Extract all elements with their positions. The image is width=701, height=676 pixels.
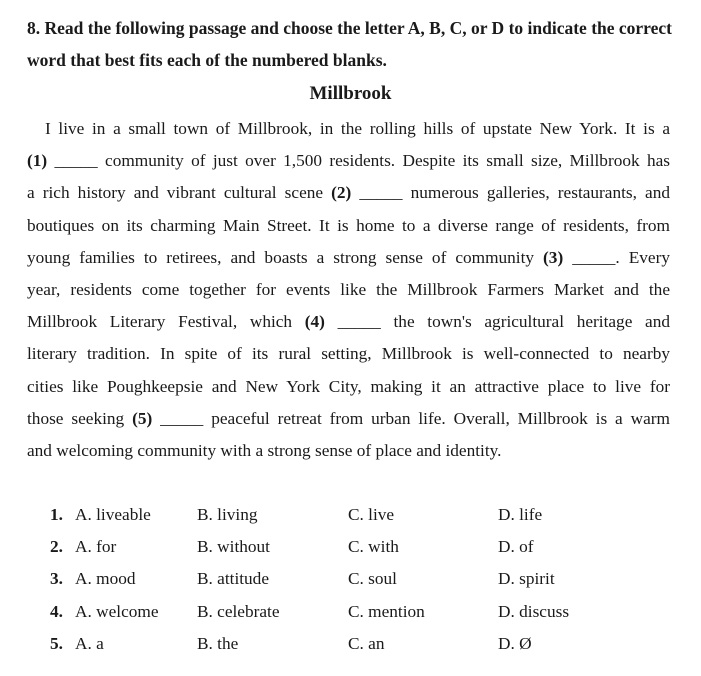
question-row-5 [50, 628, 670, 660]
option-d[interactable]: D. of [498, 537, 534, 557]
option-b[interactable]: B. without [197, 537, 270, 557]
option-b[interactable]: B. attitude [197, 569, 269, 589]
question-row-3 [50, 563, 670, 595]
question-number: 1. [50, 505, 63, 524]
blank-number-4: (4) [304, 312, 325, 332]
option-b[interactable]: B. the [197, 633, 239, 653]
passage-line: those seeking (5) _____ peaceful retreat from urban life. Overall, Millbrook is a warm [27, 408, 670, 428]
passage-title: Millbrook [309, 83, 392, 104]
blank-number-2: (2) [331, 183, 352, 203]
question-number: 4. [50, 601, 63, 621]
passage-line: Millbrook Literary Festival, which (4) _____ the town's agricultural heritage and [27, 312, 671, 332]
option-a[interactable]: A. liveable [75, 505, 151, 524]
option-c[interactable]: C. live [348, 505, 395, 524]
option-c[interactable]: C. soul [348, 569, 397, 589]
option-d[interactable]: D. spirit [498, 569, 555, 589]
option-a[interactable]: A. a [75, 633, 104, 653]
option-a[interactable]: A. for [75, 537, 117, 557]
option-b[interactable]: B. living [197, 505, 258, 524]
passage-line: a rich history and vibrant cultural scene (2) _____ numerous galleries, restaurants, and [27, 183, 670, 203]
option-d[interactable]: D. Ø [498, 633, 532, 653]
option-d[interactable]: D. life [498, 505, 543, 524]
passage-line: literary tradition. In spite of its rural setting, Millbrook is well-connected to nearby [27, 344, 670, 364]
option-a[interactable]: A. mood [75, 569, 136, 589]
blank-number-5: (5) [132, 408, 153, 428]
passage-line: (1) _____ community of just over 1,500 residents. Despite its small size, Millbrook has [27, 151, 670, 171]
blank-number-1: (1) [27, 151, 48, 171]
option-c[interactable]: C. with [348, 537, 399, 557]
question-number: 3. [50, 569, 63, 589]
option-b[interactable]: B. celebrate [197, 601, 280, 621]
passage-line: and welcoming community with a strong sense of place and identity. [27, 441, 502, 461]
blank-number-3: (3) [543, 247, 564, 267]
passage-line: I live in a small town of Millbrook, in the rolling hills of upstate New York. It is a [45, 119, 670, 138]
option-c[interactable]: C. mention [348, 601, 425, 621]
question-number: 5. [50, 633, 63, 653]
option-a[interactable]: A. welcome [75, 601, 159, 621]
passage-line: boutiques on its charming Main Street. It is home to a diverse range of residents, from [27, 215, 670, 235]
passage-text [27, 113, 670, 467]
passage-line: year, residents come together for events like the Millbrook Farmers Market and the [27, 280, 670, 300]
exercise-instruction: 8. Read the following passage and choose the letter A, B, C, or D to indicate the correct word that best fits each of the numbered blanks. [27, 18, 672, 70]
answer-options [50, 499, 670, 660]
option-d[interactable]: D. discuss [498, 601, 570, 621]
question-row-4 [50, 596, 670, 628]
option-c[interactable]: C. an [348, 633, 385, 653]
question-row-1 [50, 499, 670, 531]
question-row-2 [50, 531, 670, 563]
passage-line: cities like Poughkeepsie and New York City, making it an attractive place to live for [27, 376, 670, 396]
question-number: 2. [50, 537, 63, 557]
passage-line: young families to retirees, and boasts a strong sense of community (3) _____. Every [27, 247, 670, 267]
